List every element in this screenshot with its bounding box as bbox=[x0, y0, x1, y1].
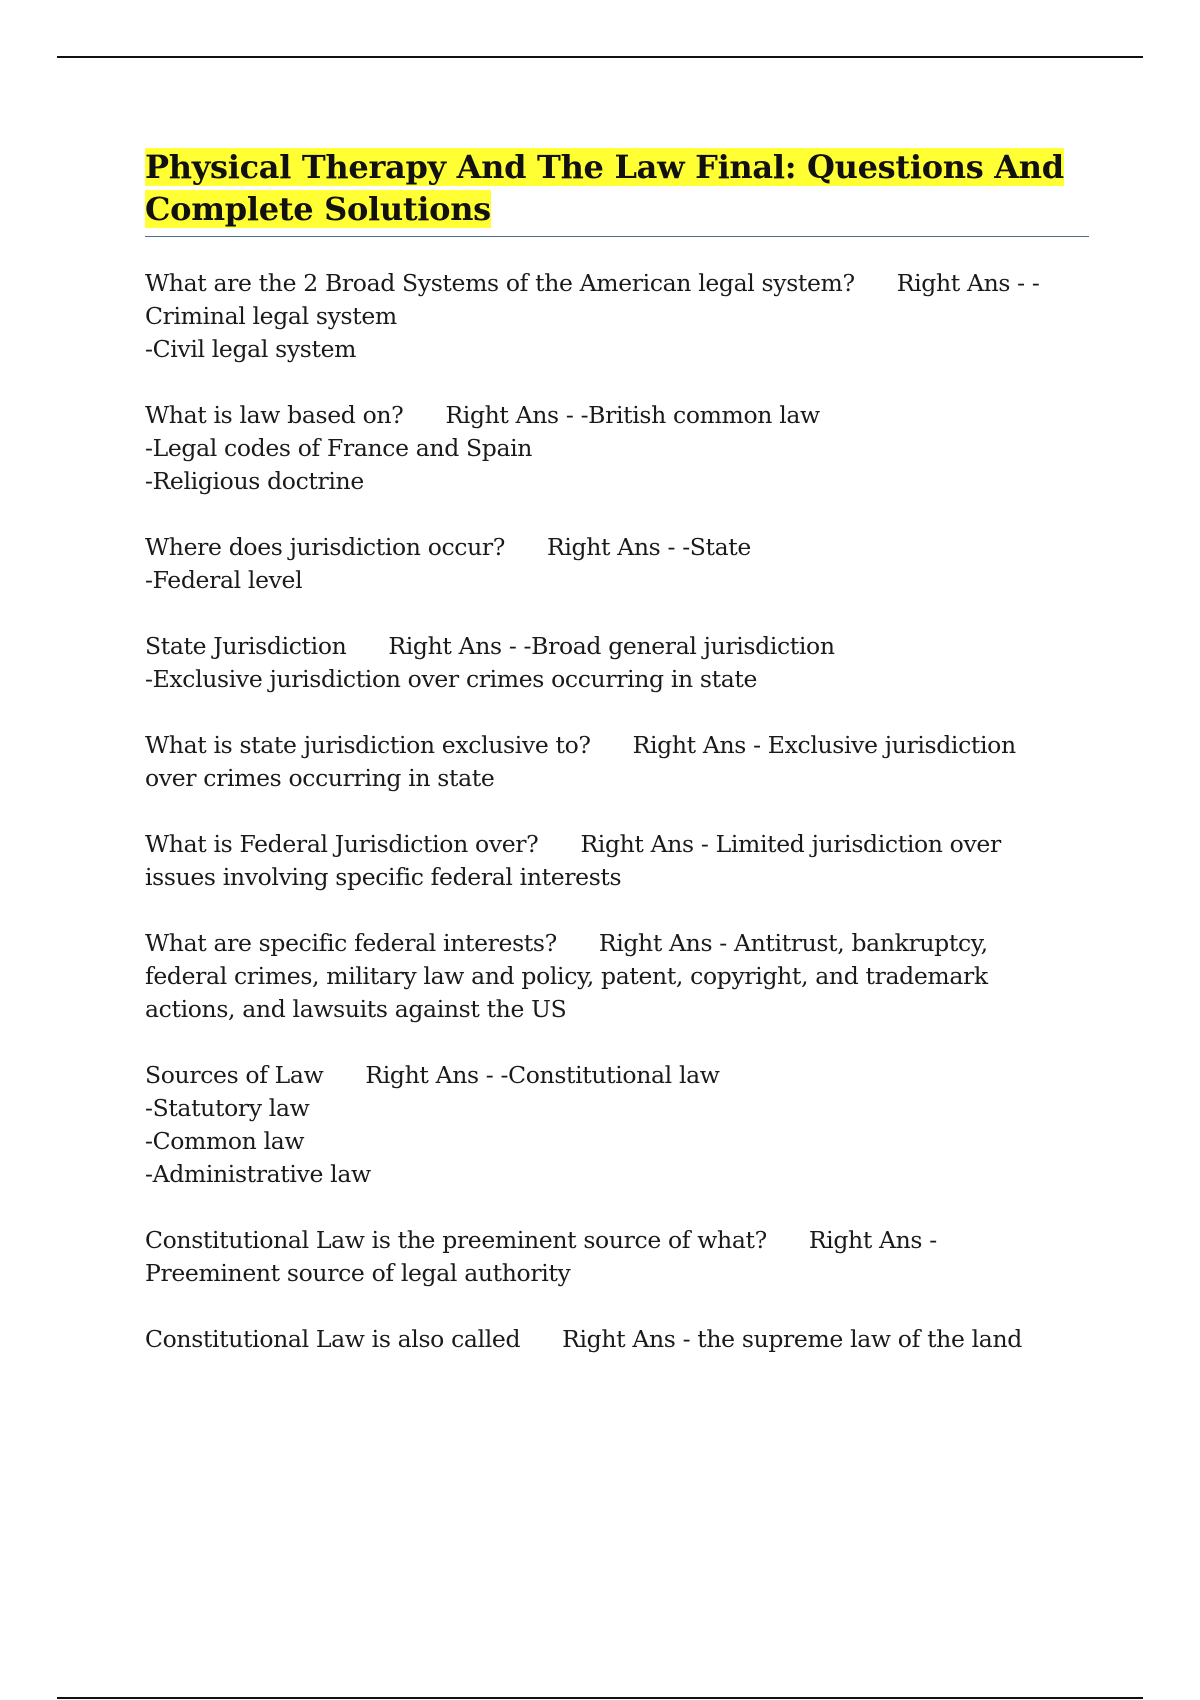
qa-item bbox=[145, 399, 1090, 498]
question-text: What are the 2 Broad Systems of the American legal system? bbox=[145, 269, 855, 297]
question-text: What is state jurisdiction exclusive to? bbox=[145, 731, 591, 759]
qa-item bbox=[145, 1323, 1090, 1356]
question-text: What is law based on? bbox=[145, 401, 404, 429]
answer-text: Right Ans - Exclusive jurisdiction over crimes occurring in state bbox=[145, 731, 1016, 792]
qa-item bbox=[145, 267, 1090, 366]
question-text: What are specific federal interests? bbox=[145, 929, 557, 957]
title-line-2: Complete Solutions bbox=[145, 190, 491, 228]
qa-item bbox=[145, 927, 1090, 1026]
answer-text: Right Ans - -British common law -Legal codes of France and Spain -Religious doctrine bbox=[145, 401, 820, 495]
answer-text: Right Ans - the supreme law of the land bbox=[562, 1325, 1022, 1353]
question-text: Constitutional Law is also called bbox=[145, 1325, 521, 1353]
answer-text: Right Ans - - Criminal legal system -Civil legal system bbox=[145, 269, 1040, 363]
document-title bbox=[145, 146, 1090, 230]
question-text: Where does jurisdiction occur? bbox=[145, 533, 506, 561]
document-body bbox=[145, 146, 1090, 1389]
answer-text: Right Ans - -Constitutional law -Statutory law -Common law -Administrative law bbox=[145, 1061, 720, 1188]
title-line-1: Physical Therapy And The Law Final: Questions And bbox=[145, 148, 1064, 186]
question-text: Constitutional Law is the preeminent source of what? bbox=[145, 1226, 767, 1254]
title-underline bbox=[145, 236, 1089, 237]
qa-item bbox=[145, 1059, 1090, 1191]
qa-item bbox=[145, 828, 1090, 894]
question-text: What is Federal Jurisdiction over? bbox=[145, 830, 539, 858]
answer-text: Right Ans - -Broad general jurisdiction -Exclusive jurisdiction over crimes occurring in state bbox=[145, 632, 835, 693]
header-rule bbox=[57, 56, 1143, 58]
qa-list bbox=[145, 267, 1090, 1356]
answer-text: Right Ans - -State -Federal level bbox=[145, 533, 751, 594]
qa-item bbox=[145, 630, 1090, 696]
qa-item bbox=[145, 1224, 1090, 1290]
answer-text: Right Ans - Antitrust, bankruptcy, federal crimes, military law and policy, patent, copyright, and trademark actions, and lawsuits against the US bbox=[145, 929, 988, 1023]
question-text: Sources of Law bbox=[145, 1061, 324, 1089]
qa-item bbox=[145, 729, 1090, 795]
question-text: State Jurisdiction bbox=[145, 632, 347, 660]
answer-text: Right Ans - Preeminent source of legal authority bbox=[145, 1226, 937, 1287]
qa-item bbox=[145, 531, 1090, 597]
answer-text: Right Ans - Limited jurisdiction over issues involving specific federal interests bbox=[145, 830, 1001, 891]
footer-rule bbox=[57, 1697, 1143, 1699]
